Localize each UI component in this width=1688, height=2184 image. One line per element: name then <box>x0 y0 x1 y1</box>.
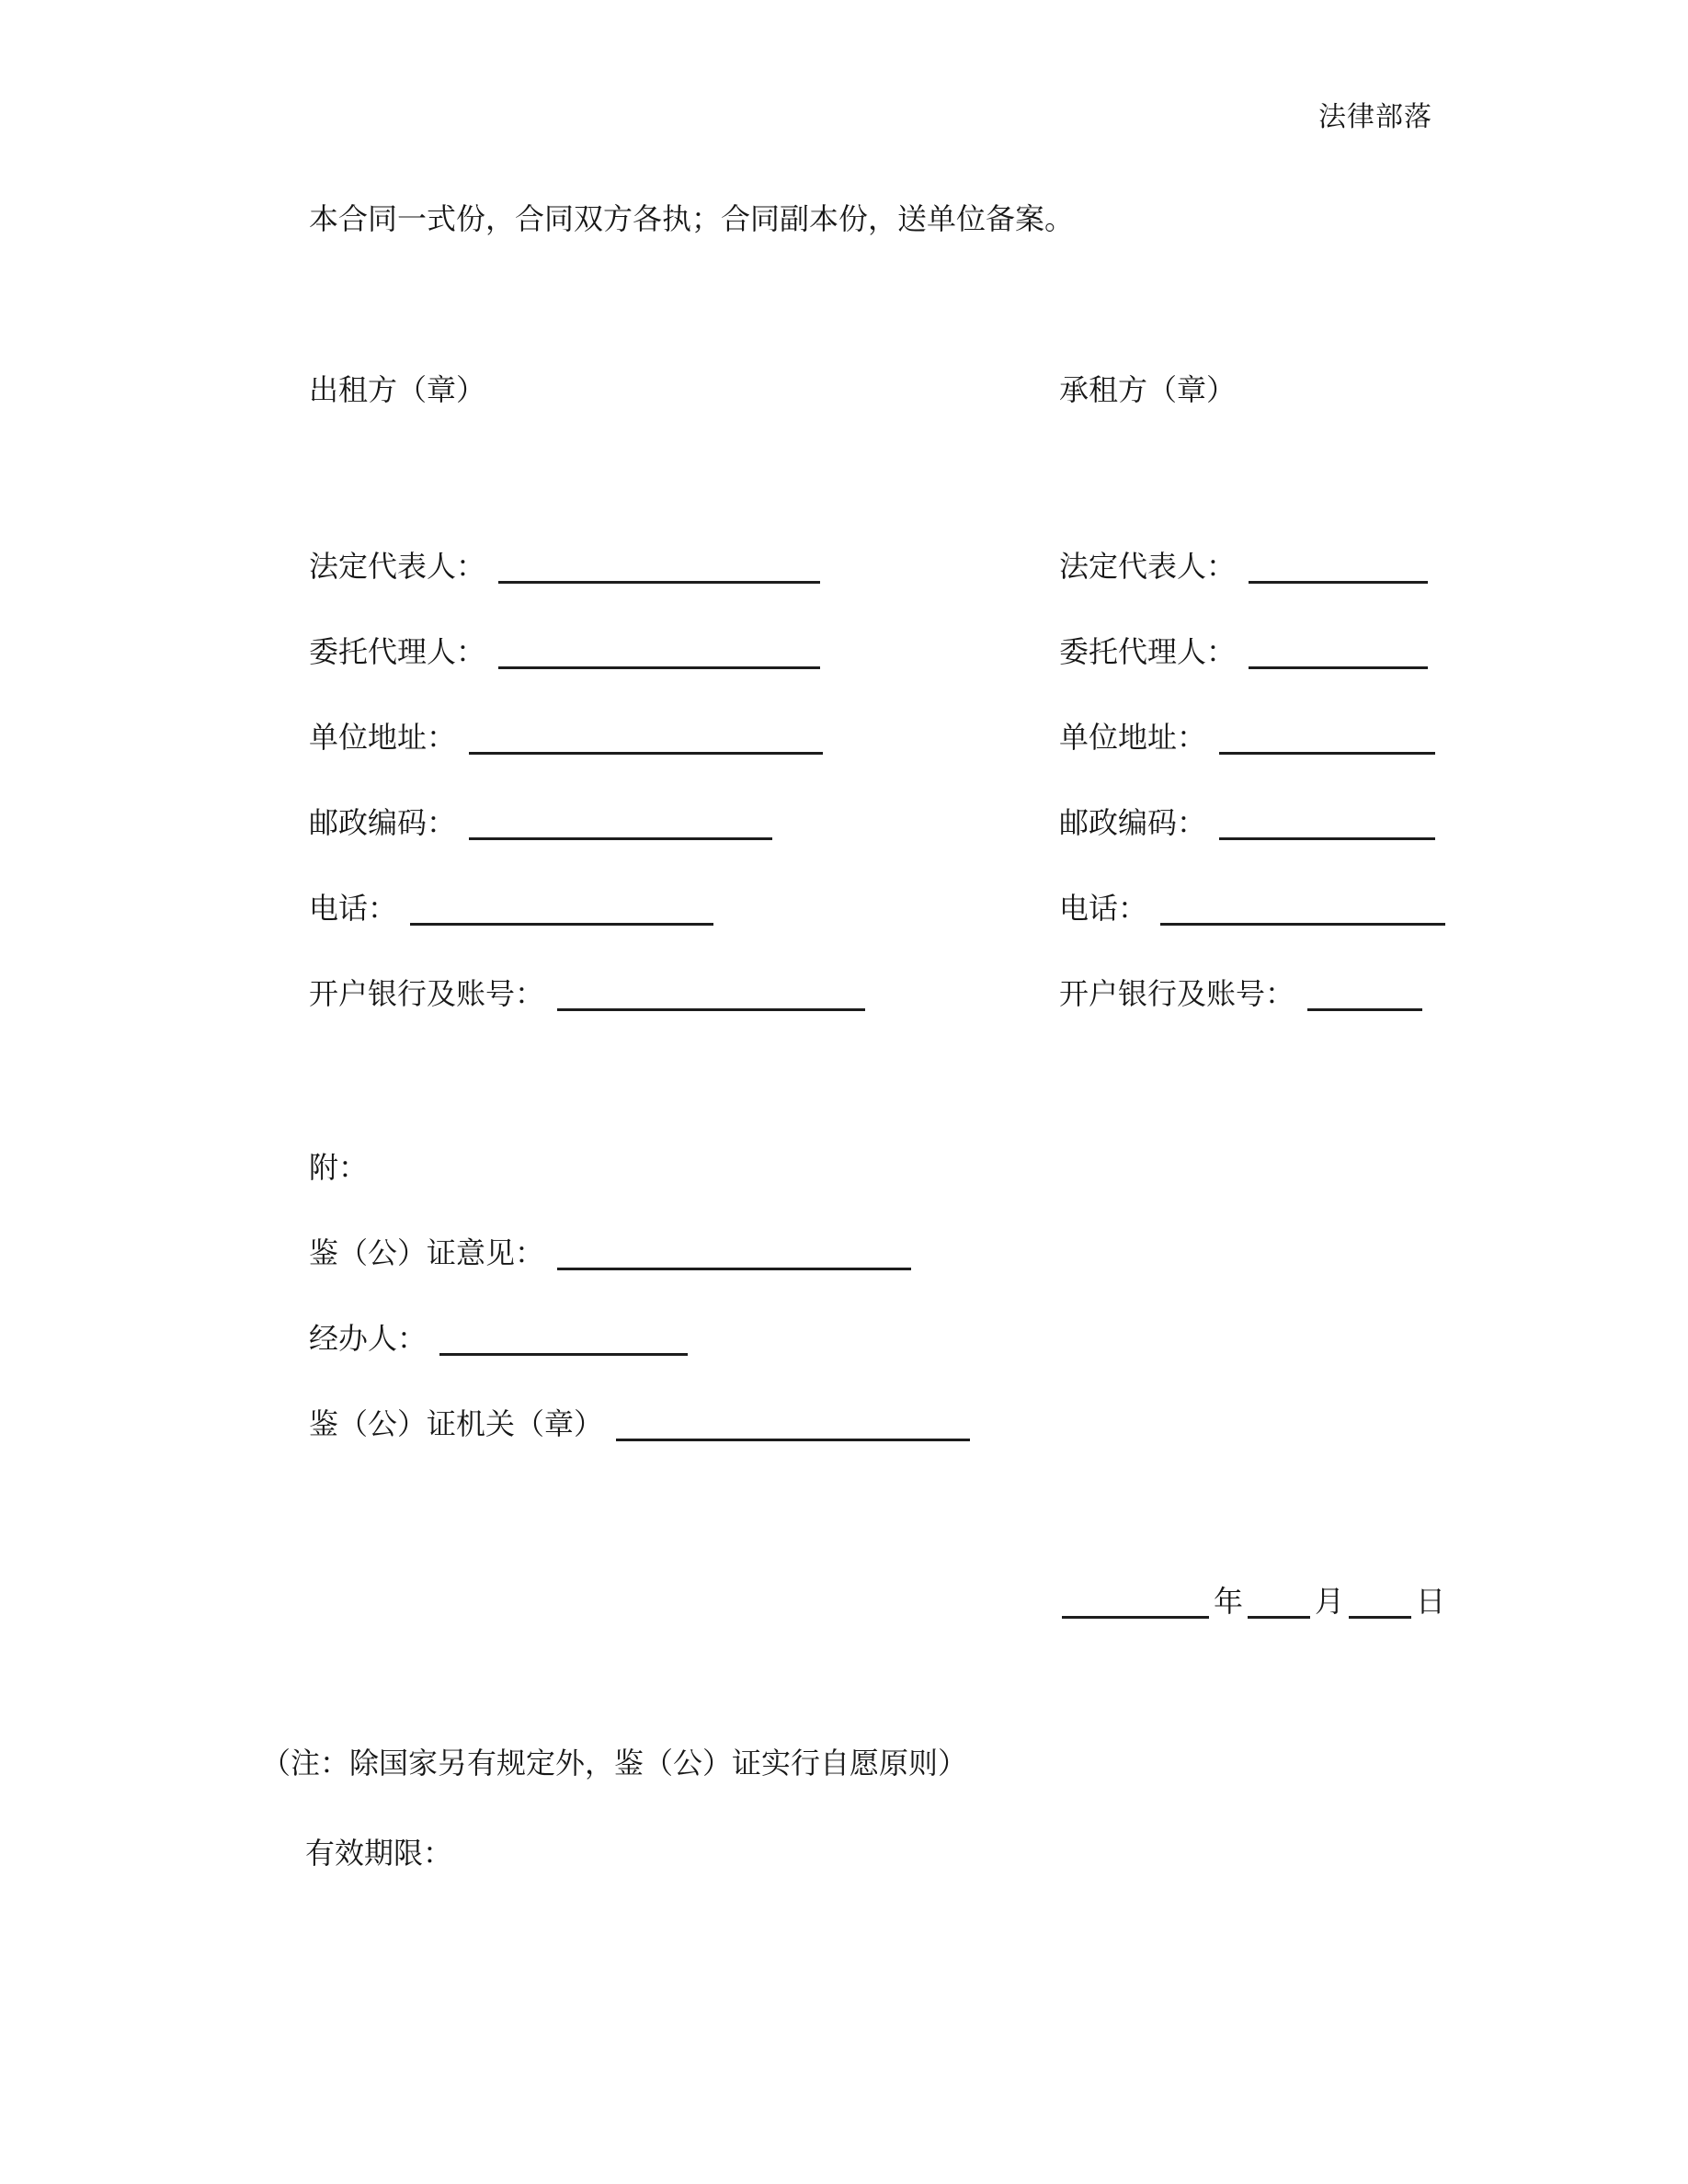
month-blank <box>1248 1588 1310 1619</box>
fill-in-blank <box>1249 639 1428 669</box>
lessee-seal-label: 承租方（章） <box>1059 373 1237 406</box>
month-label: 月 <box>1314 1585 1344 1618</box>
lessee-legal-representative-row <box>1059 548 1445 633</box>
attachment-heading-row <box>309 1149 970 1234</box>
day-label: 日 <box>1415 1585 1445 1618</box>
field-label: 委托代理人： <box>1059 635 1237 668</box>
fill-in-blank <box>557 1240 911 1270</box>
lessee-unit-address-row <box>1059 719 1445 804</box>
attachment-section <box>309 1149 970 1491</box>
fill-in-blank <box>1249 553 1428 584</box>
field-label: 开户银行及账号： <box>309 977 545 1010</box>
field-label: 单位地址： <box>1059 721 1207 754</box>
fill-in-blank <box>439 1325 688 1356</box>
lessee-bank-account-row <box>1059 975 1445 1061</box>
field-label: 开户银行及账号： <box>1059 977 1295 1010</box>
lessor-fields-column <box>309 548 865 1061</box>
lessee-fields-column <box>1059 548 1445 1061</box>
fill-in-blank <box>1219 810 1435 840</box>
year-blank <box>1062 1588 1209 1619</box>
lessor-unit-address-row <box>309 719 865 804</box>
watermark-text: 法律部落 <box>1318 102 1432 132</box>
handler-row <box>309 1320 970 1405</box>
lessor-entrusted-agent-row <box>309 633 865 719</box>
field-label: 委托代理人： <box>309 635 486 668</box>
lessor-seal-label: 出租方（章） <box>309 373 486 406</box>
field-label: 法定代表人： <box>1059 550 1237 583</box>
fill-in-blank <box>1219 724 1435 755</box>
day-blank <box>1349 1588 1411 1619</box>
fill-in-blank <box>1307 981 1422 1011</box>
lessee-postal-code-row <box>1059 804 1445 890</box>
field-label: 邮政编码： <box>309 806 457 839</box>
attachment-heading: 附： <box>309 1151 369 1184</box>
lessee-telephone-row <box>1059 890 1445 975</box>
field-label: 电话： <box>1059 892 1148 925</box>
lessor-telephone-row <box>309 890 865 975</box>
fill-in-blank <box>469 724 823 755</box>
lessor-postal-code-row <box>309 804 865 890</box>
lessor-bank-account-row <box>309 975 865 1061</box>
field-label: 法定代表人： <box>309 550 486 583</box>
notary-note-text: （注：除国家另有规定外，鉴（公）证实行自愿原则） <box>261 1746 968 1780</box>
field-label: 电话： <box>309 892 398 925</box>
lessee-entrusted-agent-row <box>1059 633 1445 719</box>
field-label: 鉴（公）证意见： <box>309 1236 545 1269</box>
fill-in-blank <box>410 895 713 926</box>
date-line <box>309 1583 1445 1621</box>
fill-in-blank <box>616 1411 970 1441</box>
field-label: 经办人： <box>309 1322 428 1355</box>
certification-authority-row <box>309 1405 970 1491</box>
copies-clause-text: 本合同一式份，合同双方各执；合同副本份，送单位备案。 <box>309 202 1075 235</box>
field-label: 单位地址： <box>309 721 457 754</box>
fill-in-blank <box>498 553 820 584</box>
fill-in-blank <box>557 981 865 1011</box>
fill-in-blank <box>498 639 820 669</box>
lessor-legal-representative-row <box>309 548 865 633</box>
field-label: 邮政编码： <box>1059 806 1207 839</box>
fill-in-blank <box>469 810 772 840</box>
certification-opinion-row <box>309 1234 970 1320</box>
field-label: 鉴（公）证机关（章） <box>309 1407 604 1440</box>
validity-period-label: 有效期限： <box>305 1837 453 1870</box>
year-label: 年 <box>1213 1585 1243 1618</box>
fill-in-blank <box>1160 895 1445 926</box>
